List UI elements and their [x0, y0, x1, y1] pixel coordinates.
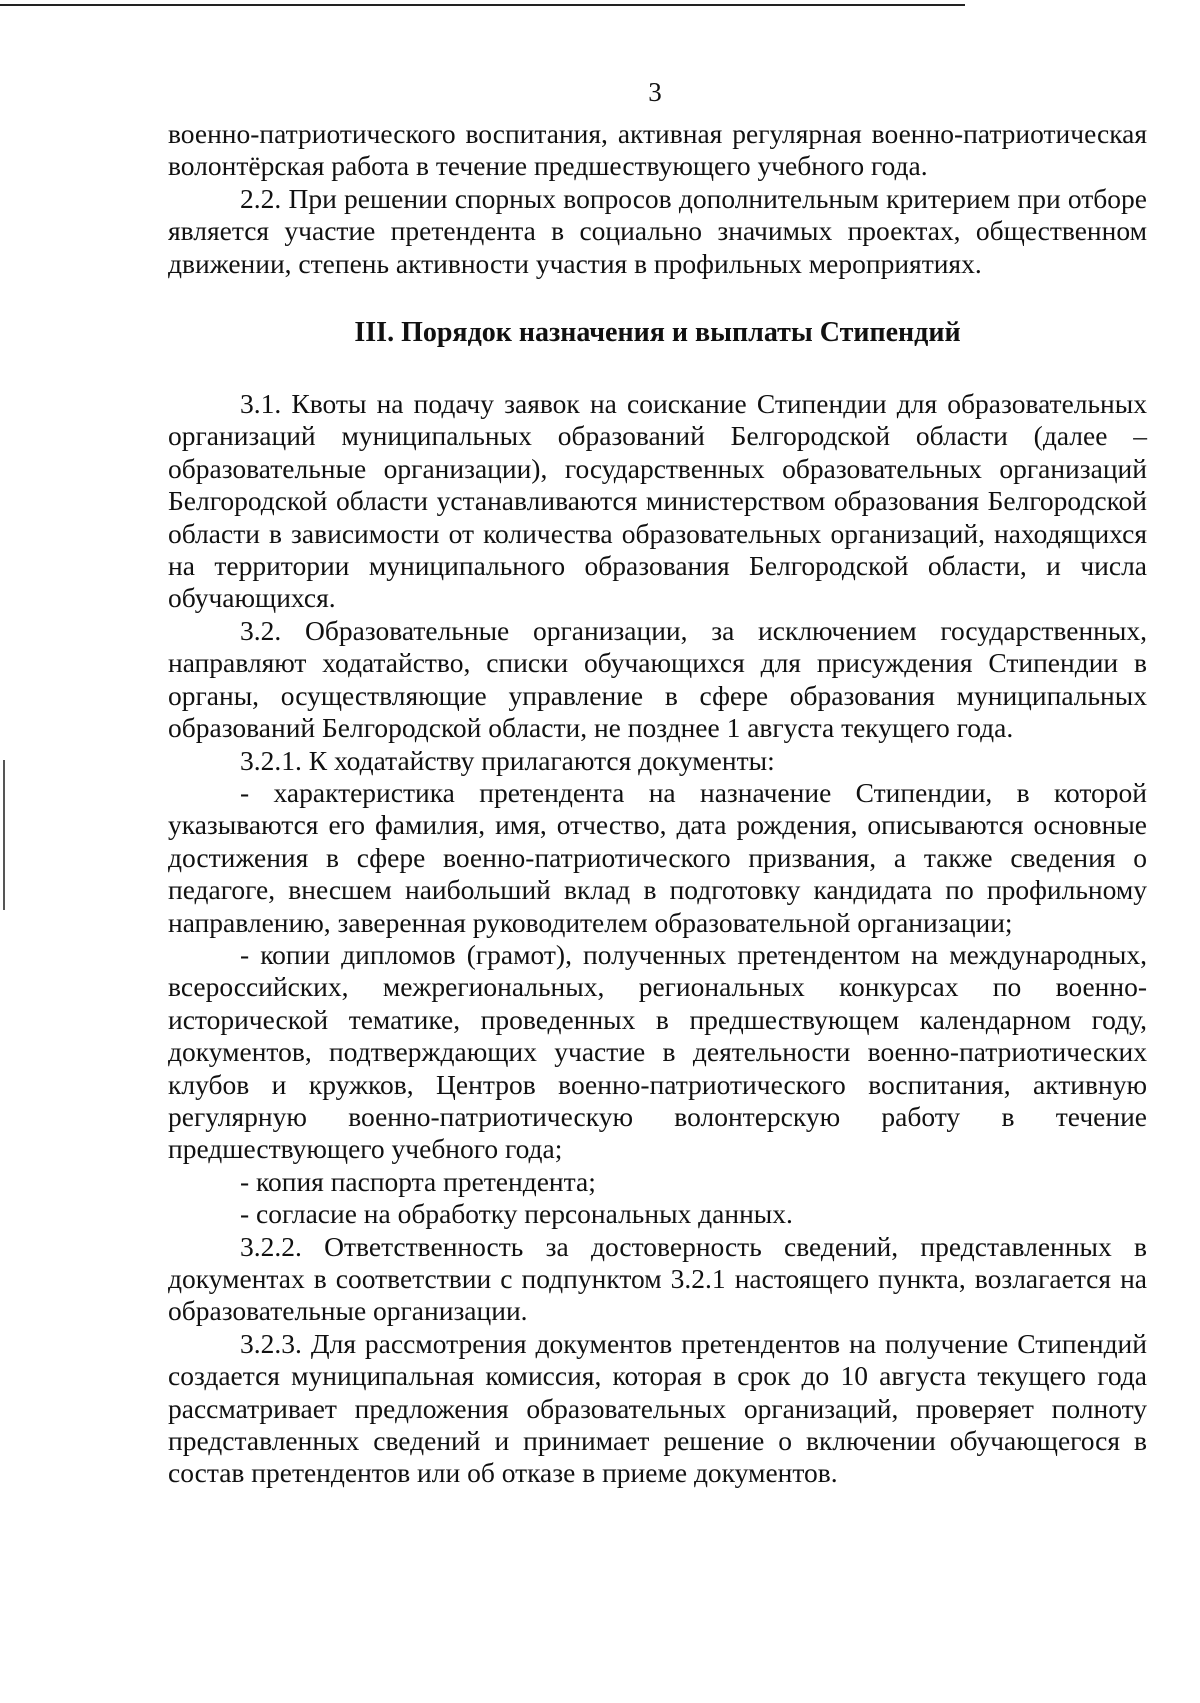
list-item-diplomas: - копии дипломов (грамот), полученных претендентом на международных, всероссийских, межрегиональных, региональных конкурсах по военно-исторической тематике, проведенных в предшествующем календарном году, документов, подтверждающих участие в деятельности военно-патриотических клубов и кружков, Центров военно-патриотического воспитания, активную регулярную военно-патриотическую волонтерскую работу в течение предшествующего учебного года;	[168, 938, 1147, 1165]
list-item-consent: - согласие на обработку персональных данных.	[240, 1198, 793, 1230]
paragraph-continuation: военно-патриотического воспитания, активная регулярная военно-патриотическая волонтёрская работа в течение предшествующего учебного года.	[168, 118, 1147, 182]
paragraph-3-1: 3.1. Квоты на подачу заявок на соискание Стипендии для образовательных организаций муниципальных образований Белгородской области (далее – образовательные организации), государственных образовательных организаций Белгородской области устанавливаются министерством образования Белгородской области в зависимости от количества образовательных организаций, находящихся на территории муниципального образования Белгородской области, и числа обучающихся.	[168, 388, 1147, 614]
scan-margin-mark	[3, 760, 5, 910]
scan-top-border	[0, 4, 965, 6]
paragraph-2-2: 2.2. При решении спорных вопросов дополнительным критерием при отборе является участие претендента в социально значимых проектах, общественном движении, степень активности участия в профильных мероприятиях.	[168, 182, 1147, 279]
list-item-characteristic: - характеристика претендента на назначение Стипендии, в которой указываются его фамилия, имя, отчество, дата рождения, описываются основные достижения в сфере военно-патриотического призвания, а также сведения о педагоге, внесшем наибольший вклад в подготовку кандидата по профильному направлению, заверенная руководителем образовательной организации;	[168, 776, 1147, 938]
paragraph-3-2-1: 3.2.1. К ходатайству прилагаются документы:	[240, 744, 775, 776]
section-heading: III. Порядок назначения и выплаты Стипендий	[354, 317, 961, 349]
list-item-passport: - копия паспорта претендента;	[240, 1165, 596, 1197]
paragraph-3-2-3: 3.2.3. Для рассмотрения документов претендентов на получение Стипендий создается муниципальная комиссия, которая в срок до 10 августа текущего года рассматривает предложения образовательных организаций, проверяет полноту представленных сведений и принимает решение о включении обучающегося в состав претендентов или об отказе в приеме документов.	[168, 1327, 1147, 1489]
page-number: 3	[648, 77, 662, 107]
paragraph-3-2-2: 3.2.2. Ответственность за достоверность сведений, представленных в документах в соответствии с подпунктом 3.2.1 настоящего пункта, возлагается на образовательные организации.	[168, 1230, 1147, 1327]
document-body	[168, 118, 1147, 1490]
paragraph-3-2: 3.2. Образовательные организации, за исключением государственных, направляют ходатайство, списки обучающихся для присуждения Стипендии в органы, осуществляющие управление в сфере образования муниципальных образований Белгородской области, не позднее 1 августа текущего года.	[168, 614, 1147, 744]
